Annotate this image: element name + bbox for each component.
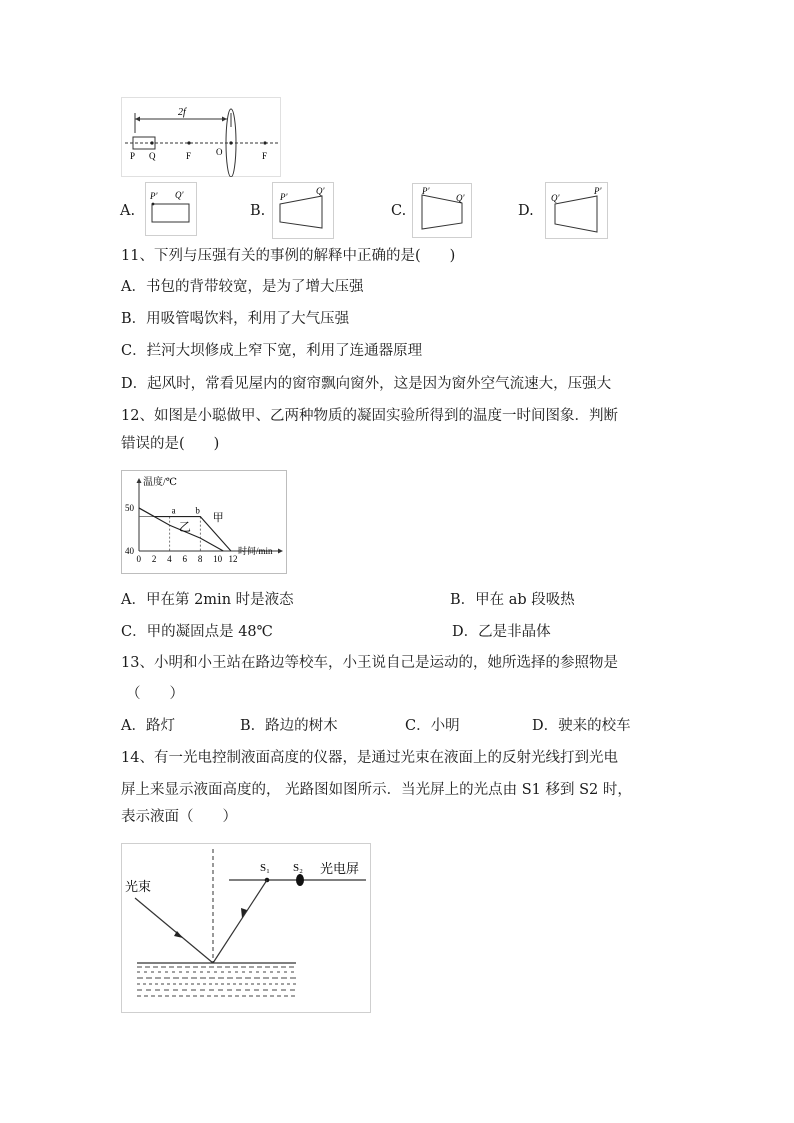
q10-option-a-figure[interactable] (145, 182, 197, 236)
q10-option-b-figure[interactable] (272, 182, 334, 239)
q14-stem-line-3: 表示液面（ ） (121, 809, 237, 825)
q10-option-c-letter: C. (391, 203, 407, 219)
image-p-label: P' (150, 191, 158, 201)
q11-option-b[interactable]: B．用吸管喝饮料，利用了大气压强 (121, 311, 350, 327)
y-tick-label: 50 (125, 503, 134, 513)
focus-left-label: F (186, 151, 192, 161)
q12-option-a[interactable]: A．甲在第 2min 时是液态 (121, 592, 294, 608)
image-q-label: Q' (316, 186, 325, 196)
point-b-label: b (195, 505, 200, 516)
q12-stem-line-2: 错误的是( ) (121, 436, 220, 452)
series-yi-label: 乙 (178, 520, 191, 535)
q10-option-b-letter: B. (250, 203, 266, 219)
q13-option-c[interactable]: C．小明 (405, 718, 460, 734)
focus-right-label: F (262, 151, 268, 161)
optical-center-label: O (216, 147, 223, 157)
x-tick-label: 4 (167, 554, 172, 564)
image-q-label: Q' (175, 190, 184, 200)
q13-option-a[interactable]: A．路灯 (121, 718, 175, 734)
point-p-label: P (130, 151, 136, 161)
screen-label: 光电屏 (320, 861, 360, 876)
x-tick-label: 8 (197, 554, 203, 564)
q11-option-c[interactable]: C．拦河大坝修成上窄下宽，利用了连通器原理 (121, 343, 423, 359)
x-tick-label: 6 (182, 554, 187, 564)
lens-diagram (121, 97, 281, 177)
image-p-label: P' (594, 186, 602, 196)
q10-option-d-letter: D. (518, 203, 534, 219)
q12-stem-line-1: 12、如图是小聪做甲、乙两种物质的凝固实验所得到的温度一时间图象．判断 (121, 408, 618, 424)
point-a-label: a (171, 505, 176, 516)
q12-option-c[interactable]: C．甲的凝固点是 48℃ (121, 624, 273, 640)
x-tick-label: 12 (228, 554, 238, 564)
image-q-label: Q' (456, 193, 465, 203)
q12-option-b[interactable]: B．甲在 ab 段吸热 (450, 592, 575, 608)
s1-label: S₁ (260, 862, 270, 874)
image-p-label: P' (280, 192, 288, 202)
q11-option-a[interactable]: A．书包的背带较宽，是为了增大压强 (121, 279, 364, 295)
q11-option-d[interactable]: D．起风时，常看见屋内的窗帘飘向窗外，这是因为窗外空气流速大，压强大 (121, 376, 612, 392)
y-tick-label: 40 (125, 546, 134, 556)
q10-option-d-figure[interactable] (545, 182, 608, 239)
beam-label: 光束 (125, 879, 152, 894)
y-axis-label: 温度/℃ (143, 477, 177, 488)
temperature-time-chart (121, 470, 287, 574)
q10-option-a-letter: A. (120, 203, 136, 219)
s2-label: S₂ (293, 862, 303, 874)
image-p-label: P' (422, 186, 430, 196)
q13-option-b[interactable]: B．路边的树木 (240, 718, 338, 734)
q14-stem-line-1: 14、有一光电控制液面高度的仪器，是通过光束在液面上的反射光线打到光电 (121, 750, 618, 766)
q14-stem-line-2: 屏上来显示液面高度的， 光路图如图所示．当光屏上的光点由 S1 移到 S2 时， (121, 782, 632, 798)
point-q-label: Q (149, 151, 156, 161)
q13-stem-line-1: 13、小明和小王站在路边等校车，小王说自己是运动的，她所选择的参照物是 (121, 655, 618, 671)
two-f-label: 2f (178, 107, 186, 118)
q13-option-d[interactable]: D．驶来的校车 (532, 718, 631, 734)
q10-option-c-figure[interactable] (412, 183, 472, 238)
q12-option-d[interactable]: D．乙是非晶体 (452, 624, 551, 640)
x-axis-label: 时间/min (238, 546, 273, 556)
x-tick-label: 0 (136, 554, 141, 564)
x-tick-label: 10 (213, 554, 223, 564)
x-tick-label: 2 (151, 554, 157, 564)
series-jia-label: 甲 (212, 511, 224, 524)
q11-stem: 11、下列与压强有关的事例的解释中正确的是( ) (121, 248, 456, 264)
light-path-diagram (121, 843, 371, 1013)
image-q-label: Q' (551, 193, 560, 203)
q13-stem-line-2: （ ） (126, 686, 184, 702)
